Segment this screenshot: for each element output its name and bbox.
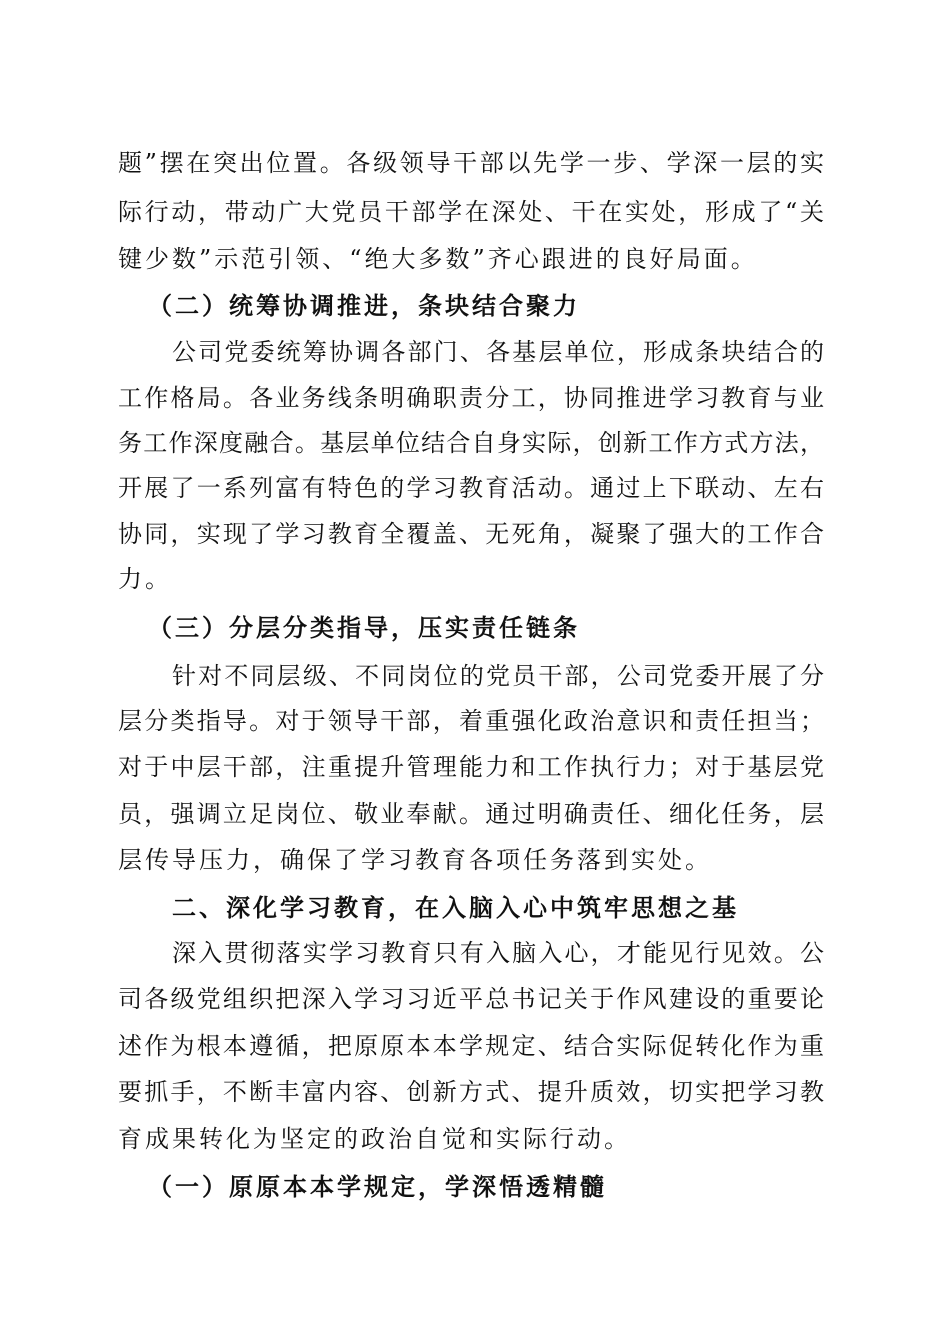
paragraph-line: 对于中层干部，注重提升管理能力和工作执行力；对于基层党 — [118, 753, 824, 781]
paragraph-line: 务工作深度融合。基层单位结合自身实际，创新工作方式方法， — [118, 429, 824, 457]
paragraph-line: 针对不同层级、不同岗位的党员干部，公司党委开展了分 — [172, 662, 824, 690]
section-heading: （一）原原本本学规定，学深悟透精髓 — [148, 1172, 607, 1201]
paragraph-line: 题”摆在突出位置。各级领导干部以先学一步、学深一层的实 — [118, 149, 824, 177]
paragraph-line: 深入贯彻落实学习教育只有入脑入心，才能见行见效。公 — [172, 939, 824, 967]
paragraph-line: 协同，实现了学习教育全覆盖、无死角，凝聚了强大的工作合 — [118, 520, 824, 548]
paragraph-line: 层传导压力，确保了学习教育各项任务落到实处。 — [118, 846, 712, 874]
section-heading: （二）统筹协调推进，条块结合聚力 — [148, 291, 580, 320]
paragraph-line: 要抓手，不断丰富内容、创新方式、提升质效，切实把学习教 — [118, 1078, 824, 1106]
section-heading: （三）分层分类指导，压实责任链条 — [148, 613, 580, 642]
paragraph-line: 公司党委统筹协调各部门、各基层单位，形成条块结合的 — [172, 338, 824, 366]
paragraph-line: 键少数”示范引领、“绝大多数”齐心跟进的良好局面。 — [118, 245, 758, 273]
paragraph-line: 层分类指导。对于领导干部，着重强化政治意识和责任担当； — [118, 707, 824, 735]
paragraph-line: 司各级党组织把深入学习习近平总书记关于作风建设的重要论 — [118, 985, 824, 1013]
paragraph-line: 开展了一系列富有特色的学习教育活动。通过上下联动、左右 — [118, 474, 824, 502]
paragraph-line: 力。 — [118, 565, 172, 593]
paragraph-line: 员，强调立足岗位、敬业奉献。通过明确责任、细化任务，层 — [118, 800, 824, 828]
paragraph-line: 述作为根本遵循，把原原本本学规定、结合实际促转化作为重 — [118, 1032, 824, 1060]
paragraph-line: 育成果转化为坚定的政治自觉和实际行动。 — [118, 1125, 631, 1153]
section-heading: 二、深化学习教育，在入脑入心中筑牢思想之基 — [172, 893, 739, 922]
paragraph-line: 工作格局。各业务线条明确职责分工，协同推进学习教育与业 — [118, 384, 824, 412]
paragraph-line: 际行动，带动广大党员干部学在深处、干在实处，形成了“关 — [118, 198, 824, 226]
